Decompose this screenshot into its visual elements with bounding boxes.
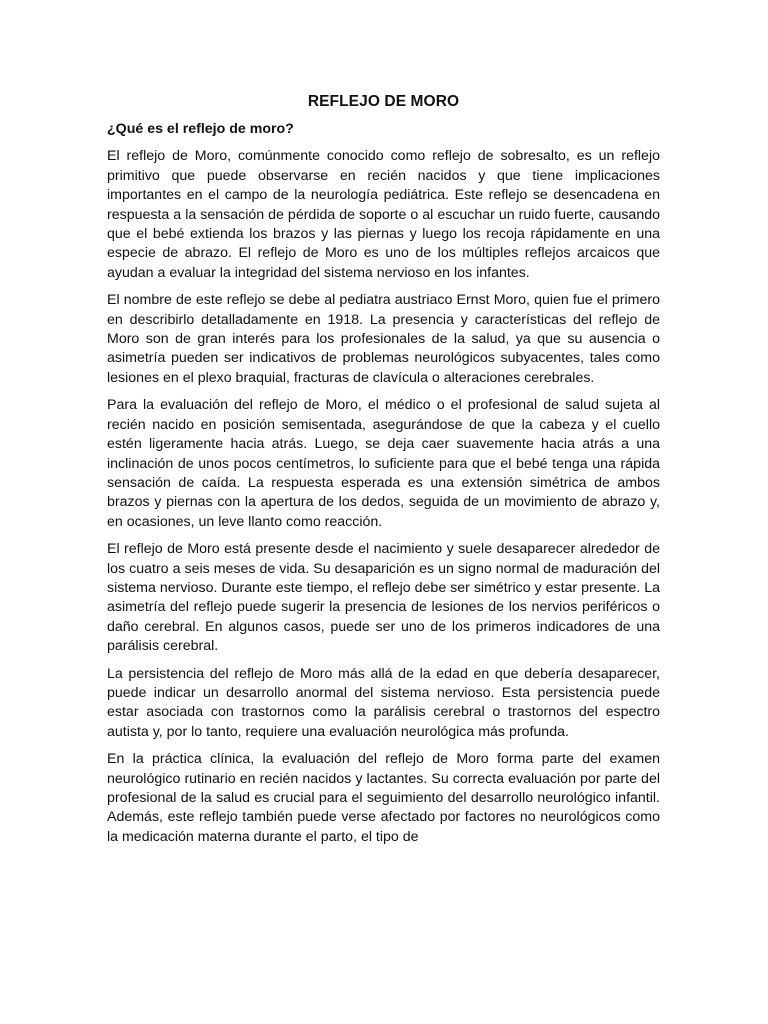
paragraph-3: Para la evaluación del reflejo de Moro, el médico o el profesional de salud sujeta al recién nacido en posición semisentada, asegurándose de que la cabeza y el cuello estén ligeramente hacia atrás. Luego, se deja caer suavemente hacia atrás a una inclinación de unos pocos centímetros, lo suficiente para que el bebé tenga una rápida sensación de caída. La respuesta esperada es una extensión simétrica de ambos brazos y piernas con la apertura de los dedos, seguida de un movimiento de abrazo y, en ocasiones, un leve llanto como reacción. xyxy=(107,397,660,530)
document-page xyxy=(107,92,660,855)
paragraph-6: En la práctica clínica, la evaluación del reflejo de Moro forma parte del examen neurológico rutinario en recién nacidos y lactantes. Su correcta evaluación por parte del profesional de la salud es crucial para el seguimiento del desarrollo neurológico infantil. Además, este reflejo también puede verse afectado por factores no neurológicos como la medicación materna durante el parto, el tipo de xyxy=(107,751,660,845)
document-title: REFLEJO DE MORO xyxy=(307,93,460,110)
section-heading: ¿Qué es el reflejo de moro? xyxy=(107,121,294,137)
paragraph-2: El nombre de este reflejo se debe al pediatra austriaco Ernst Moro, quien fue el primero en describirlo detalladamente en 1918. La presencia y características del reflejo de Moro son de gran interés para los profesionales de la salud, ya que su ausencia o asimetría pueden ser indicativos de problemas neurológicos subyacentes, tales como lesiones en el plexo braquial, fracturas de clavícula o alteraciones cerebrales. xyxy=(107,292,660,386)
paragraph-5: La persistencia del reflejo de Moro más allá de la edad en que debería desaparecer, puede indicar un desarrollo anormal del sistema nervioso. Esta persistencia puede estar asociada con trastornos como la parálisis cerebral o trastornos del espectro autista y, por lo tanto, requiere una evaluación neurológica más profunda. xyxy=(107,665,660,740)
paragraph-1: El reflejo de Moro, comúnmente conocido como reflejo de sobresalto, es un reflejo primitivo que puede observarse en recién nacidos y que tiene implicaciones importantes en el campo de la neurología pediátrica. Este reflejo se desencadena en respuesta a la sensación de pérdida de soporte o al escuchar un ruido fuerte, causando que el bebé extienda los brazos y las piernas y luego los recoja rápidamente en una especie de abrazo. El reflejo de Moro es uno de los múltiples reflejos arcaicos que ayudan a evaluar la integridad del sistema nervioso en los infantes. xyxy=(107,148,660,281)
paragraph-4: El reflejo de Moro está presente desde el nacimiento y suele desaparecer alrededor de los cuatro a seis meses de vida. Su desaparición es un signo normal de maduración del sistema nervioso. Durante este tiempo, el reflejo debe ser simétrico y estar presente. La asimetría del reflejo puede sugerir la presencia de lesiones de los nervios periféricos o daño cerebral. En algunos casos, puede ser uno de los primeros indicadores de una parálisis cerebral. xyxy=(107,541,660,655)
